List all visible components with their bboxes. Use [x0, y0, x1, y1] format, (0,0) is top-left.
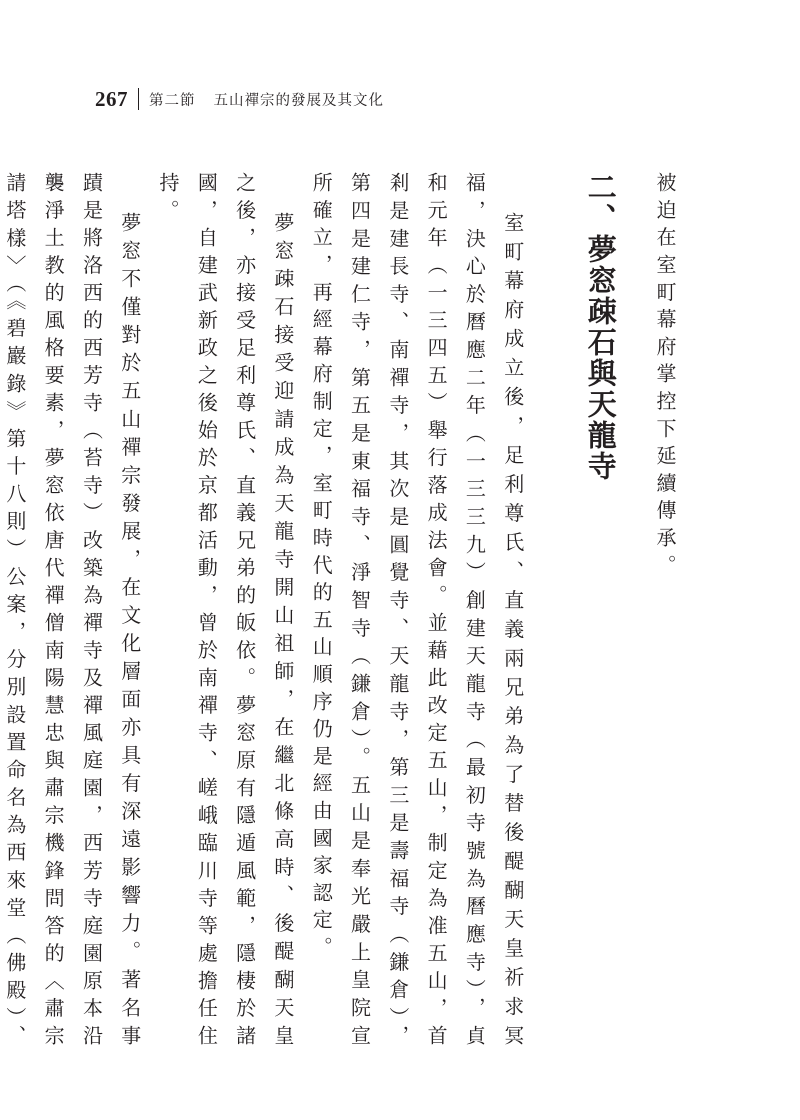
section-heading: 二、夢窓疎石與天龍寺	[583, 172, 618, 482]
paragraph-3: 夢窓不僅對於五山禪宗發展，在文化層面亦具有深遠影響力。著名事蹟是將洛西的西芳寺（苔寺）改築為禪寺及禪風庭園，西芳寺庭園原本沿襲淨土教的風格要素，夢窓依唐代禪僧南陽慧忠與肅宗機鋒問答的〈肅宗請塔樣〉（《碧巖錄》第十八則）公案，分別設置命名為西來堂（佛殿）、	[2, 172, 142, 1052]
running-header	[95, 84, 384, 114]
paragraph-2: 夢窓疎石接受迎請成為天龍寺開山祖師，在繼北條高時、後醍醐天皇之後，亦接受足利尊氏、直義兄弟的皈依。夢窓原有隱遁風範，隱棲於諸國，自建武新政之後始於京都活動，曾於南禪寺、嵯峨臨川寺等處擔任住持。	[156, 172, 295, 1052]
header-divider	[138, 88, 139, 110]
paragraph-1: 室町幕府成立後，足利尊氏、直義兩兄弟為了替後醍醐天皇祈求冥福，決心於曆應二年（一三三九）創建天龍寺（最初寺號為曆應寺），貞和元年（一三四五）舉行落成法會。並藉此改定五山，制定為准五山，首剎是建長寺、南禪寺，其次是圓覺寺、天龍寺，第三是壽福寺（鎌倉），第四是建仁寺，第五是東福寺、淨智寺（鎌倉）。五山是奉光嚴上皇院宣所確立，再經幕府制定，室町時代的五山順序仍是經由國家認定。	[309, 172, 525, 1052]
chapter-title: 五山禪宗的發展及其文化	[213, 92, 384, 109]
page-number: 267	[95, 86, 128, 111]
section-label: 第二節	[149, 92, 196, 109]
vertical-body-text	[2, 172, 684, 1052]
paragraph-continued: 被迫在室町幕府掌控下延續傳承。	[653, 172, 677, 582]
